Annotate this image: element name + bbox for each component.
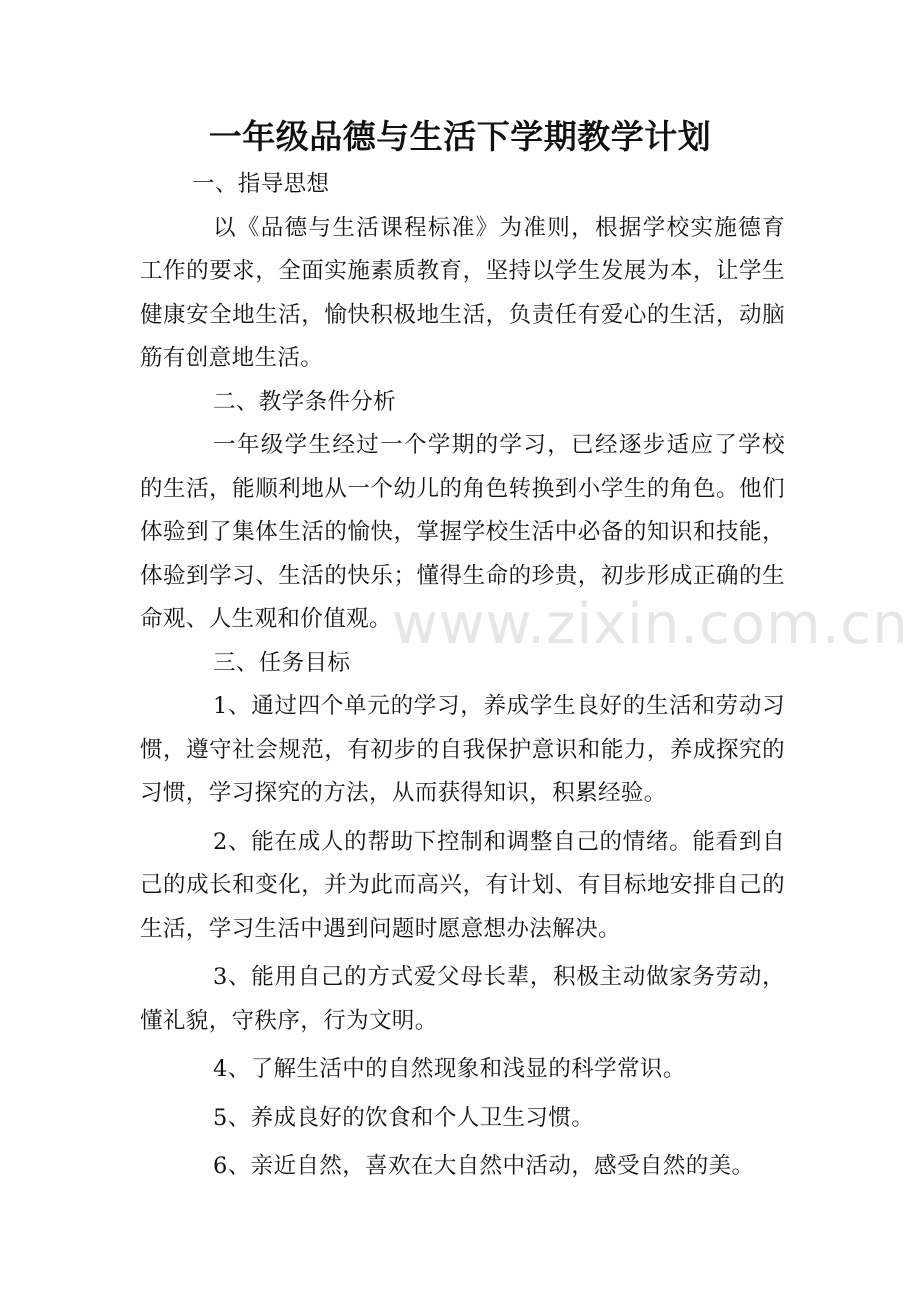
goal-item-3: 3、能用自己的方式爱父母长辈，积极主动做家务劳动，懂礼貌，守秩序，行为文明。: [140, 964, 785, 1034]
document-body: [140, 163, 909, 1189]
goal-item-5: 5、养成良好的饮食和个人卫生习惯。: [213, 1104, 595, 1131]
goal-item-2: 2、能在成人的帮助下控制和调整自己的情绪。能看到自己的成长和变化，并为此而高兴，有计划、有目标地安排自己的生活，学习生活中遇到问题时愿意想办法解决。: [140, 828, 785, 942]
section-heading-teaching-conditions: 二、教学条件分析: [213, 388, 397, 415]
watermark: www.zixin.com.cn: [392, 592, 909, 657]
goal-item-6: 6、亲近自然，喜欢在大自然中活动，感受自然的美。: [213, 1153, 755, 1179]
goal-item-4: 4、了解生活中的自然现象和浅显的科学常识。: [213, 1056, 686, 1082]
paragraph-guiding-ideology: 以《品德与生活课程标准》为准则，根据学校实施德育工作的要求，全面实施素质教育，坚持以学生发展为本，让学生健康安全地生活，愉快积极地生活，负责任有爱心的生活，动脑筋有创意地生活。: [140, 214, 785, 371]
goal-item-1: 1、通过四个单元的学习，养成学生良好的生活和劳动习惯，遵守社会规范，有初步的自我保护意识和能力，养成探究的习惯，学习探究的方法，从而获得知识，积累经验。: [140, 693, 785, 806]
paragraph-teaching-conditions: 一年级学生经过一个学期的学习，已经逐步适应了学校的生活，能顺利地从一个幼儿的角色转换到小学生的角色。他们体验到了集体生活的愉快，掌握学校生活中必备的知识和技能，体验到学习、生活的快乐；懂得生命的珍贵，初步形成正确的生命观、人生观和价值观。: [140, 432, 785, 632]
section-heading-task-goals: 三、任务目标: [213, 649, 351, 676]
section-heading-guiding-ideology: 一、指导思想: [192, 171, 330, 197]
page-title: 一年级品德与生活下学期教学计划: [208, 117, 712, 156]
